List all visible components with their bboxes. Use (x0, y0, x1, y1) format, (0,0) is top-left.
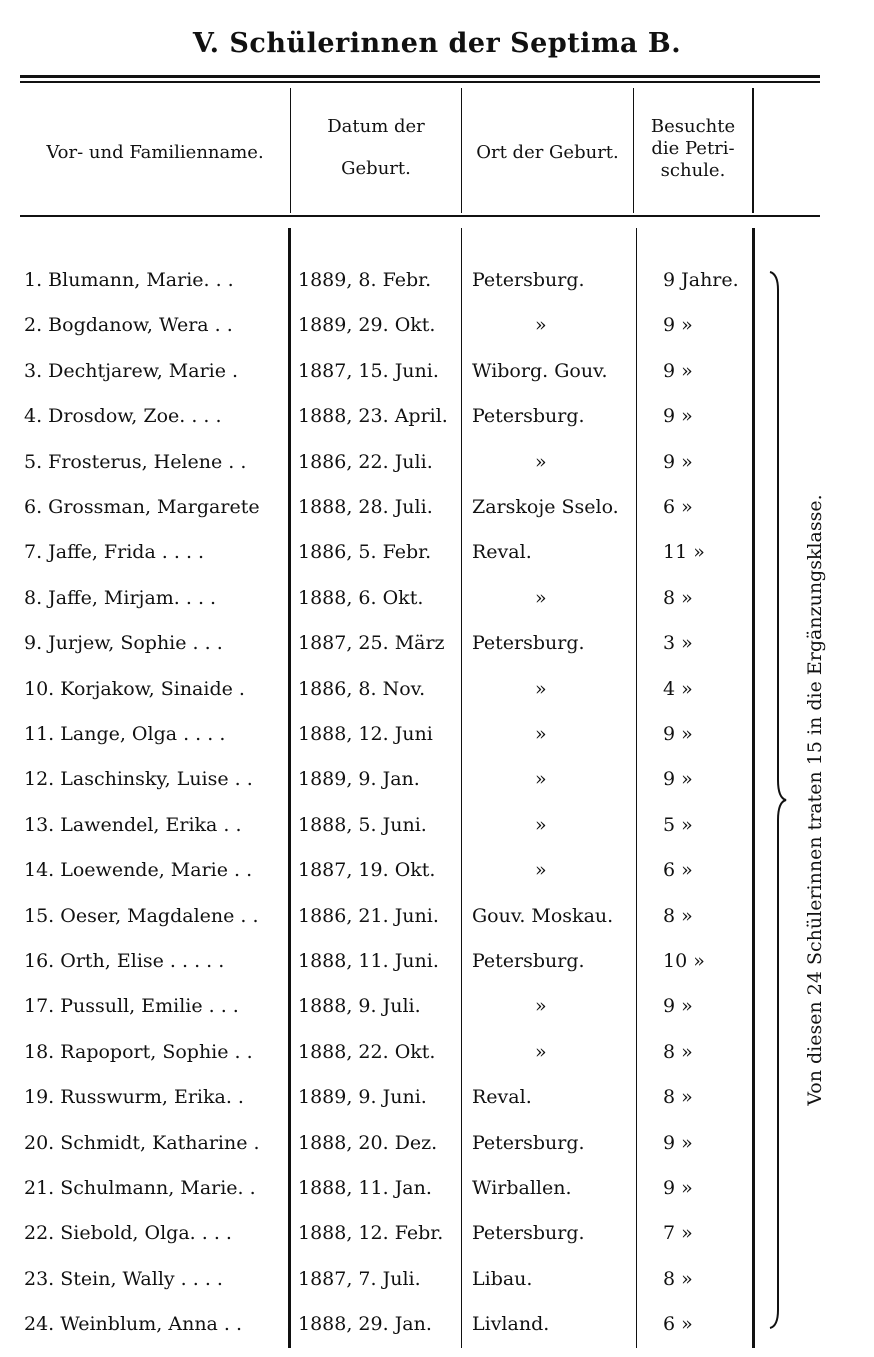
birth-place: » (535, 586, 547, 609)
birth-date: 1888, 12. Juni (298, 723, 433, 745)
table-row (0, 1168, 874, 1208)
table-row (0, 896, 874, 936)
header-divider-1 (290, 88, 291, 213)
years-attended: 10 » (663, 950, 705, 972)
birth-place: Petersburg. (472, 950, 585, 972)
side-note (804, 494, 826, 1106)
birth-date: 1888, 6. Okt. (298, 586, 424, 609)
student-name: 5. Frosterus, Helene . . (24, 450, 247, 473)
student-name: 12. Laschinsky, Luise . . (24, 768, 253, 791)
birth-place: » (535, 723, 547, 745)
header-date-line2: Geburt. (341, 158, 411, 179)
header-date (292, 114, 460, 182)
student-name: 22. Siebold, Olga. . . . (24, 1222, 232, 1245)
birth-place: Libau. (472, 1267, 533, 1290)
years-attended: 7 » (663, 1222, 693, 1245)
birth-date: 1887, 15. Juni. (298, 359, 439, 382)
top-double-rule-second (20, 81, 820, 83)
student-name: 13. Lawendel, Erika . . (24, 813, 242, 836)
birth-date: 1889, 9. Juni. (298, 1086, 427, 1109)
grouping-brace (768, 270, 788, 1330)
years-attended: 6 » (663, 496, 693, 518)
header-divider-2 (461, 88, 462, 213)
birth-place: Livland. (472, 1313, 550, 1336)
student-name: 15. Oeser, Magdalene . . (24, 904, 259, 927)
birth-place: » (535, 450, 547, 473)
birth-place: » (535, 677, 547, 700)
student-name: 2. Bogdanow, Wera . . (24, 314, 233, 337)
birth-place: Wirballen. (472, 1177, 572, 1199)
table-row (0, 351, 874, 391)
birth-date: 1887, 19. Okt. (298, 859, 436, 882)
birth-date: 1888, 11. Juni. (298, 950, 439, 972)
birth-place: » (535, 813, 547, 836)
student-name: 24. Weinblum, Anna . . (24, 1313, 243, 1336)
years-attended: 9 » (663, 995, 693, 1018)
birth-date: 1887, 7. Juli. (298, 1267, 421, 1290)
table-row (0, 941, 874, 981)
birth-place: Reval. (472, 541, 532, 564)
header-divider-4 (752, 88, 754, 213)
years-attended: 8 » (663, 1040, 693, 1063)
header-separator-rule (20, 215, 820, 217)
years-attended: 9 Jahre. (663, 269, 739, 291)
years-attended: 6 » (663, 1313, 693, 1336)
years-attended: 8 » (663, 586, 693, 609)
years-attended: 9 » (663, 1177, 693, 1199)
birth-date: 1888, 29. Jan. (298, 1313, 432, 1336)
student-name: 23. Stein, Wally . . . . (24, 1267, 223, 1290)
top-double-rule (20, 75, 820, 78)
birth-date: 1886, 5. Febr. (298, 541, 432, 564)
header-years-line2: die Petri- (651, 138, 735, 159)
birth-place: Reval. (472, 1086, 532, 1109)
student-name: 3. Dechtjarew, Marie . (24, 359, 239, 382)
student-name: 14. Loewende, Marie . . (24, 859, 253, 882)
student-name: 9. Jurjew, Sophie . . . (24, 632, 223, 655)
table-row (0, 532, 874, 572)
student-name: 1. Blumann, Marie. . . (24, 269, 234, 291)
years-attended: 5 » (663, 813, 693, 836)
years-attended: 11 » (663, 541, 705, 564)
student-name: 16. Orth, Elise . . . . . (24, 950, 225, 972)
student-name: 10. Korjakow, Sinaide . (24, 677, 245, 700)
years-attended: 9 » (663, 359, 693, 382)
birth-date: 1886, 22. Juli. (298, 450, 433, 473)
years-attended: 9 » (663, 723, 693, 745)
table-row (0, 669, 874, 709)
table-row (0, 305, 874, 345)
student-name: 18. Rapoport, Sophie . . (24, 1040, 253, 1063)
table-row (0, 1259, 874, 1299)
table-row (0, 260, 874, 300)
table-row (0, 714, 874, 754)
years-attended: 6 » (663, 859, 693, 882)
birth-place: » (535, 1040, 547, 1063)
page-title: V. Schülerinnen der Septima B. (192, 28, 682, 59)
birth-place: Zarskoje Sselo. (472, 496, 619, 518)
birth-place: Wiborg. Gouv. (472, 359, 608, 382)
birth-place: Gouv. Moskau. (472, 904, 614, 927)
student-name: 8. Jaffe, Mirjam. . . . (24, 586, 217, 609)
table-row (0, 759, 874, 799)
years-attended: 8 » (663, 904, 693, 927)
table-row (0, 850, 874, 890)
birth-place: Petersburg. (472, 405, 585, 428)
student-name: 21. Schulmann, Marie. . (24, 1177, 256, 1199)
birth-date: 1888, 23. April. (298, 405, 448, 428)
header-years-line3: schule. (660, 160, 726, 181)
student-name: 6. Grossman, Margarete (24, 496, 260, 518)
birth-date: 1888, 9. Juli. (298, 995, 421, 1018)
birth-date: 1888, 22. Okt. (298, 1040, 436, 1063)
header-divider-3 (633, 88, 634, 213)
table-row (0, 623, 874, 663)
table-row (0, 578, 874, 618)
table-row (0, 442, 874, 482)
years-attended: 3 » (663, 632, 693, 655)
student-name: 20. Schmidt, Katharine . (24, 1131, 260, 1154)
birth-place: » (535, 768, 547, 791)
header-name-text: Vor- und Familienname. (46, 142, 264, 163)
birth-date: 1888, 11. Jan. (298, 1177, 432, 1199)
birth-date: 1888, 28. Juli. (298, 496, 433, 518)
birth-place: Petersburg. (472, 1222, 585, 1245)
birth-date: 1888, 20. Dez. (298, 1131, 438, 1154)
birth-date: 1886, 21. Juni. (298, 904, 439, 927)
birth-place: » (535, 314, 547, 337)
header-name (22, 140, 288, 166)
student-name: 17. Pussull, Emilie . . . (24, 995, 239, 1018)
table-row (0, 1032, 874, 1072)
birth-place: » (535, 995, 547, 1018)
table-row (0, 487, 874, 527)
birth-place: Petersburg. (472, 1131, 585, 1154)
header-years (635, 116, 751, 182)
student-name: 7. Jaffe, Frida . . . . (24, 541, 205, 564)
birth-date: 1886, 8. Nov. (298, 677, 426, 700)
years-attended: 9 » (663, 450, 693, 473)
table-row (0, 1213, 874, 1253)
table-row (0, 1123, 874, 1163)
years-attended: 8 » (663, 1267, 693, 1290)
table-row (0, 986, 874, 1026)
table-row (0, 1304, 874, 1344)
student-name: 19. Russwurm, Erika. . (24, 1086, 244, 1109)
years-attended: 9 » (663, 314, 693, 337)
birth-place: Petersburg. (472, 632, 585, 655)
student-name: 4. Drosdow, Zoe. . . . (24, 405, 222, 428)
birth-date: 1889, 9. Jan. (298, 768, 420, 791)
years-attended: 9 » (663, 405, 693, 428)
years-attended: 8 » (663, 1086, 693, 1109)
birth-date: 1887, 25. März (298, 632, 445, 655)
birth-place: » (535, 859, 547, 882)
years-attended: 9 » (663, 768, 693, 791)
table-row (0, 1077, 874, 1117)
birth-date: 1889, 29. Okt. (298, 314, 436, 337)
birth-date: 1889, 8. Febr. (298, 269, 432, 291)
header-date-line1: Datum der (327, 116, 425, 137)
student-name: 11. Lange, Olga . . . . (24, 723, 226, 745)
header-years-line1: Besuchte (650, 116, 736, 137)
years-attended: 4 » (663, 677, 693, 700)
header-place-text: Ort der Geburt. (476, 142, 619, 163)
years-attended: 9 » (663, 1131, 693, 1154)
birth-place: Petersburg. (472, 269, 585, 291)
table-row (0, 396, 874, 436)
header-place (463, 140, 632, 166)
birth-date: 1888, 5. Juni. (298, 813, 427, 836)
table-row (0, 805, 874, 845)
birth-date: 1888, 12. Febr. (298, 1222, 444, 1245)
side-note-text: Von diesen 24 Schülerinnen traten 15 in die Ergänzungsklasse. (804, 494, 826, 1106)
